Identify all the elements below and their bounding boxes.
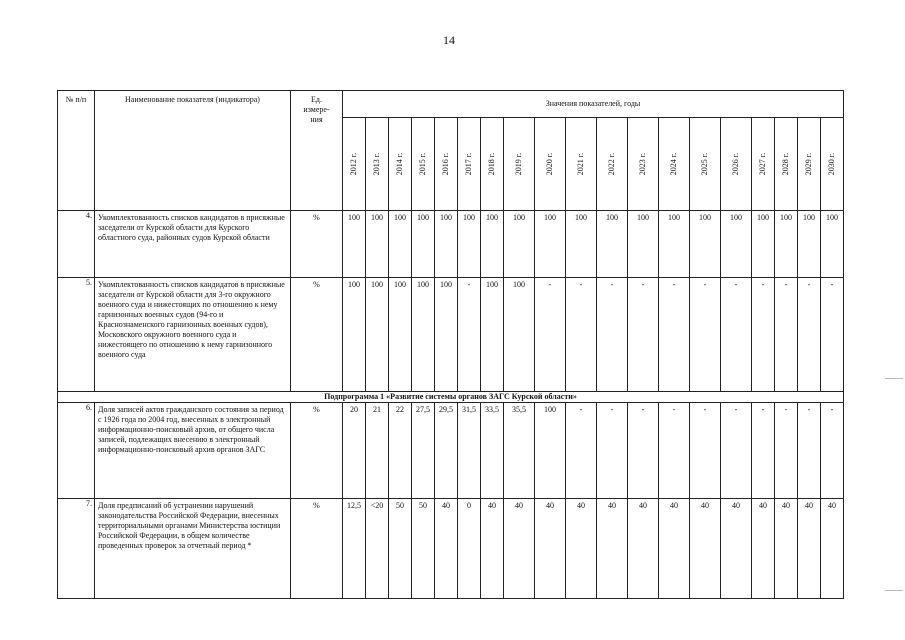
value-cell: 100 <box>366 278 389 392</box>
value-cell: 100 <box>481 278 504 392</box>
value-cell: 100 <box>597 211 628 278</box>
year-header <box>690 118 721 211</box>
indicator-name: Доля записей актов гражданского состояния за период с 1926 года по 2004 год, внесенных в электронный информационно-поисковый архив, от общего числа записей, подлежащих внесению в электронный информационно-поисковый архив органов ЗАГС <box>95 403 291 499</box>
header-unit: Ед. измере-ния <box>291 91 343 211</box>
value-cell: - <box>628 278 659 392</box>
value-cell: 100 <box>389 211 412 278</box>
year-label: 2019 г. <box>514 152 523 176</box>
value-cell: 40 <box>566 499 597 599</box>
value-cell: 100 <box>481 211 504 278</box>
value-cell: 100 <box>412 211 435 278</box>
value-cell: - <box>821 278 844 392</box>
row-number: 6. <box>58 403 95 499</box>
value-cell: 40 <box>504 499 535 599</box>
year-header <box>752 118 775 211</box>
year-header <box>535 118 566 211</box>
value-cell: 40 <box>721 499 752 599</box>
year-label: 2028 г. <box>781 152 790 176</box>
unit-cell: % <box>291 278 343 392</box>
value-cell: 40 <box>481 499 504 599</box>
value-cell: - <box>535 278 566 392</box>
year-header <box>435 118 458 211</box>
value-cell: - <box>775 403 798 499</box>
row-number: 7. <box>58 499 95 599</box>
year-header <box>412 118 435 211</box>
value-cell: 40 <box>798 499 821 599</box>
value-cell: - <box>597 278 628 392</box>
value-cell: 31,5 <box>458 403 481 499</box>
year-label: 2030 г. <box>827 152 836 176</box>
year-label: 2020 г. <box>545 152 554 176</box>
page-number: 14 <box>443 33 455 47</box>
value-cell: 12,5 <box>343 499 366 599</box>
indicator-name: Укомплектованность списков кандидатов в присяжные заседатели от Курской области для 3-го окружного военного суда и нижестоящих по отношению к нему гарнизонных военных судов (94-го и Краснознаменского гарнизонных военных судов), Московского окружного военного суда и нижестоящего по отношению к нему гарнизонного военного суда <box>95 278 291 392</box>
value-cell: 100 <box>775 211 798 278</box>
value-cell: - <box>775 278 798 392</box>
unit-cell: % <box>291 499 343 599</box>
year-header <box>628 118 659 211</box>
year-label: 2023 г. <box>638 152 647 176</box>
indicators-table <box>57 90 844 599</box>
value-cell: 50 <box>412 499 435 599</box>
value-cell: 100 <box>504 211 535 278</box>
value-cell: 100 <box>366 211 389 278</box>
value-cell: - <box>659 403 690 499</box>
value-cell: 29,5 <box>435 403 458 499</box>
year-header <box>798 118 821 211</box>
year-header <box>821 118 844 211</box>
year-label: 2026 г. <box>731 152 740 176</box>
value-cell: - <box>798 403 821 499</box>
value-cell: 35,5 <box>504 403 535 499</box>
value-cell: 40 <box>535 499 566 599</box>
value-cell: 100 <box>435 278 458 392</box>
value-cell: 40 <box>821 499 844 599</box>
table-row <box>58 499 844 599</box>
year-label: 2025 г. <box>700 152 709 176</box>
value-cell: 100 <box>821 211 844 278</box>
value-cell: 40 <box>752 499 775 599</box>
value-cell: - <box>752 403 775 499</box>
value-cell: 100 <box>343 211 366 278</box>
value-cell: 100 <box>798 211 821 278</box>
year-header <box>566 118 597 211</box>
edge-mark <box>885 378 903 379</box>
year-header <box>458 118 481 211</box>
row-number: 4. <box>58 211 95 278</box>
value-cell: 100 <box>389 278 412 392</box>
value-cell: - <box>752 278 775 392</box>
year-label: 2024 г. <box>669 152 678 176</box>
value-cell: 100 <box>535 403 566 499</box>
value-cell: 100 <box>343 278 366 392</box>
value-cell: 40 <box>659 499 690 599</box>
year-header <box>775 118 798 211</box>
value-cell: - <box>690 278 721 392</box>
year-label: 2017 г. <box>464 152 473 176</box>
value-cell: 22 <box>389 403 412 499</box>
value-cell: 100 <box>504 278 535 392</box>
value-cell: 20 <box>343 403 366 499</box>
indicator-name: Доля предписаний об устранении нарушений законодательства Российской Федерации, внесенных территориальными органами Министерства юстиции Российской Федерации, в общем количестве проведенных проверок за отчетный период * <box>95 499 291 599</box>
table-row <box>58 403 844 499</box>
value-cell: 100 <box>628 211 659 278</box>
row-number: 5. <box>58 278 95 392</box>
year-header <box>721 118 752 211</box>
value-cell: 40 <box>628 499 659 599</box>
value-cell: 100 <box>458 211 481 278</box>
value-cell: 100 <box>752 211 775 278</box>
value-cell: - <box>628 403 659 499</box>
value-cell: 100 <box>690 211 721 278</box>
year-label: 2022 г. <box>607 152 616 176</box>
value-cell: - <box>659 278 690 392</box>
indicator-name: Укомплектованность списков кандидатов в присяжные заседатели от Курской области для Курского областного суда, районных судов Курской области <box>95 211 291 278</box>
value-cell: 21 <box>366 403 389 499</box>
header-values-title: Значения показателей, годы <box>343 91 844 118</box>
value-cell: - <box>721 278 752 392</box>
edge-mark <box>885 590 903 591</box>
value-cell: - <box>821 403 844 499</box>
year-label: 2016 г. <box>441 152 450 176</box>
year-label: 2018 г. <box>487 152 496 176</box>
value-cell: 0 <box>458 499 481 599</box>
year-header <box>389 118 412 211</box>
value-cell: - <box>721 403 752 499</box>
value-cell: 100 <box>535 211 566 278</box>
subprogram-title: Подпрограмма 1 «Развитие системы органов ЗАГС Курской области» <box>58 392 844 403</box>
year-label: 2021 г. <box>576 152 585 176</box>
value-cell: 33,5 <box>481 403 504 499</box>
value-cell: - <box>458 278 481 392</box>
unit-cell: % <box>291 403 343 499</box>
value-cell: 100 <box>659 211 690 278</box>
header-no: № п/п <box>58 91 95 211</box>
value-cell: 40 <box>775 499 798 599</box>
value-cell: 40 <box>435 499 458 599</box>
value-cell: - <box>597 403 628 499</box>
unit-cell: % <box>291 211 343 278</box>
year-header <box>597 118 628 211</box>
year-label: 2012 г. <box>349 152 358 176</box>
value-cell: 50 <box>389 499 412 599</box>
value-cell: - <box>798 278 821 392</box>
value-cell: - <box>566 278 597 392</box>
table-row <box>58 278 844 392</box>
value-cell: 40 <box>690 499 721 599</box>
year-header <box>659 118 690 211</box>
year-header <box>343 118 366 211</box>
header-name: Наименование показателя (индикатора) <box>95 91 291 211</box>
year-label: 2013 г. <box>372 152 381 176</box>
year-label: 2027 г. <box>758 152 767 176</box>
value-cell: 27,5 <box>412 403 435 499</box>
value-cell: 100 <box>435 211 458 278</box>
value-cell: - <box>690 403 721 499</box>
year-label: 2014 г. <box>395 152 404 176</box>
year-label: 2029 г. <box>804 152 813 176</box>
value-cell: 40 <box>597 499 628 599</box>
value-cell: 100 <box>412 278 435 392</box>
year-header <box>366 118 389 211</box>
value-cell: 100 <box>566 211 597 278</box>
table-row <box>58 211 844 278</box>
value-cell: 100 <box>721 211 752 278</box>
value-cell: - <box>566 403 597 499</box>
year-header <box>481 118 504 211</box>
year-header <box>504 118 535 211</box>
value-cell: <20 <box>366 499 389 599</box>
year-label: 2015 г. <box>418 152 427 176</box>
